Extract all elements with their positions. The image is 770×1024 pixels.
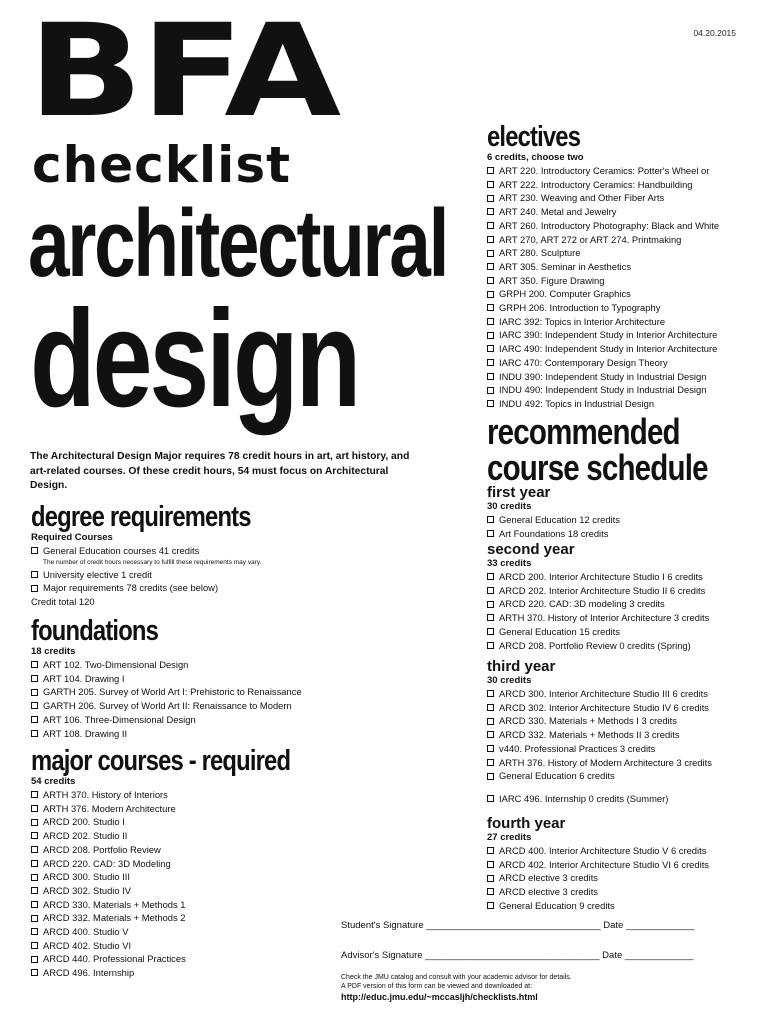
checkbox-icon[interactable] xyxy=(487,773,494,780)
title-checklist: checklist xyxy=(32,136,291,194)
list-item[interactable]: ARCD 440. Professional Practices xyxy=(31,952,347,966)
list-item[interactable]: ART 108. Drawing II xyxy=(31,727,302,741)
checkbox-icon[interactable] xyxy=(31,716,38,723)
list-item[interactable]: ART 305. Seminar in Aesthetics xyxy=(487,260,719,274)
checkbox-icon[interactable] xyxy=(487,530,494,537)
checkbox-icon[interactable] xyxy=(31,689,38,696)
third-year-heading: third year xyxy=(487,658,556,675)
schedule-section xyxy=(487,411,756,488)
footer-line-2: A PDF version of this form can be viewed and downloaded at: xyxy=(341,983,533,990)
checkbox-icon[interactable] xyxy=(487,601,494,608)
checkbox-icon[interactable] xyxy=(487,387,494,394)
degree-heading: degree requirements xyxy=(31,501,251,533)
checkbox-icon[interactable] xyxy=(31,874,38,881)
checkbox-icon[interactable] xyxy=(31,585,38,592)
list-item[interactable]: ART 222. Introductory Ceramics: Handbuilding xyxy=(487,178,719,192)
checkbox-icon[interactable] xyxy=(487,291,494,298)
checkbox-icon[interactable] xyxy=(487,304,494,311)
checkbox-icon[interactable] xyxy=(487,690,494,697)
checkbox-icon[interactable] xyxy=(487,759,494,766)
list-item[interactable]: ARCD 302. Interior Architecture Studio IV 6 credits xyxy=(487,701,712,715)
list-item[interactable]: ARCD 302. Studio IV xyxy=(31,884,347,898)
checkbox-icon[interactable] xyxy=(487,642,494,649)
checkbox-icon[interactable] xyxy=(31,860,38,867)
checkbox-icon[interactable] xyxy=(31,791,38,798)
list-item[interactable]: ARCD 208. Portfolio Review 0 credits (Spring) xyxy=(487,639,709,653)
checkbox-icon[interactable] xyxy=(31,730,38,737)
title-design: design xyxy=(30,282,359,436)
checkbox-icon[interactable] xyxy=(31,805,38,812)
list-item[interactable]: ARCD 400. Studio V xyxy=(31,925,347,939)
fourth-year-heading: fourth year xyxy=(487,815,566,832)
checkbox-icon[interactable] xyxy=(487,902,494,909)
list-item[interactable]: ARCD elective 3 credits xyxy=(487,871,709,885)
electives-credits: 6 credits, choose two xyxy=(487,152,584,163)
checkbox-icon[interactable] xyxy=(487,795,494,802)
checkbox-icon[interactable] xyxy=(487,236,494,243)
list-item[interactable]: ARCD 400. Interior Architecture Studio V 6 credits xyxy=(487,844,709,858)
checkbox-icon[interactable] xyxy=(487,373,494,380)
list-item[interactable]: ARCD 220. CAD: 3D modeling 3 credits xyxy=(487,597,709,611)
degree-item[interactable]: General Education courses 41 credits xyxy=(31,544,299,558)
checkbox-icon[interactable] xyxy=(487,263,494,270)
checkbox-icon[interactable] xyxy=(487,181,494,188)
list-item[interactable]: ARCD 300. Studio III xyxy=(31,870,347,884)
student-signature-line[interactable]: Student's Signature _________________________________ Date _____________ xyxy=(341,920,695,931)
list-item[interactable]: ART 104. Drawing I xyxy=(31,672,302,686)
checkbox-icon[interactable] xyxy=(31,942,38,949)
title-bfa: BFA xyxy=(28,0,339,146)
list-item[interactable]: GARTH 206. Survey of World Art II: Renaissance to Modern xyxy=(31,699,302,713)
checkbox-icon[interactable] xyxy=(31,846,38,853)
checkbox-icon[interactable] xyxy=(487,167,494,174)
list-item[interactable]: IARC 490: Independent Study in Interior Architecture xyxy=(487,342,719,356)
checkbox-icon[interactable] xyxy=(487,745,494,752)
foundations-heading: foundations xyxy=(31,615,159,647)
checkbox-icon[interactable] xyxy=(487,277,494,284)
checkbox-icon[interactable] xyxy=(31,969,38,976)
third-year-credits: 30 credits xyxy=(487,675,532,686)
checkbox-icon[interactable] xyxy=(487,587,494,594)
checkbox-icon[interactable] xyxy=(31,661,38,668)
list-item[interactable]: IARC 390: Independent Study in Interior Architecture xyxy=(487,328,719,342)
major-section xyxy=(31,746,347,980)
checkbox-icon[interactable] xyxy=(487,222,494,229)
list-item[interactable]: ARCD 200. Interior Architecture Studio I 6 credits xyxy=(487,570,709,584)
intro-text: The Architectural Design Major requires 78 credit hours in art, art history, and art-related courses. Of these credit hours, 54 must focus on Architectural Design. xyxy=(30,451,410,491)
list-item[interactable]: ARCD 332. Materials + Methods 2 xyxy=(31,911,347,925)
list-item[interactable]: ART 102. Two-Dimensional Design xyxy=(31,658,302,672)
list-item[interactable]: ARCD 200. Studio I xyxy=(31,815,347,829)
list-item[interactable]: ARTH 370. History of Interior Architecture 3 credits xyxy=(487,611,709,625)
first-year-heading: first year xyxy=(487,484,551,501)
advisor-signature-line[interactable]: Advisor's Signature _________________________________ Date _____________ xyxy=(341,950,694,961)
checkbox-icon[interactable] xyxy=(31,928,38,935)
schedule-heading-2: course schedule xyxy=(487,447,708,488)
checkbox-icon[interactable] xyxy=(31,832,38,839)
checkbox-icon[interactable] xyxy=(487,875,494,882)
electives-heading: electives xyxy=(487,121,581,153)
list-item[interactable]: IARC 470: Contemporary Design Theory xyxy=(487,356,719,370)
list-item[interactable]: ARCD 496. Internship xyxy=(31,966,347,980)
list-item[interactable]: General Education 12 credits xyxy=(487,513,620,527)
list-item[interactable]: INDU 492: Topics in Industrial Design xyxy=(487,397,719,411)
credit-total: Credit total 120 xyxy=(31,596,95,608)
list-item[interactable]: GARTH 205. Survey of World Art I: Prehistoric to Renaissance xyxy=(31,685,302,699)
list-item[interactable]: ARTH 376. Modern Architecture xyxy=(31,802,347,816)
schedule-heading-1: recommended xyxy=(487,411,680,452)
checkbox-icon[interactable] xyxy=(31,887,38,894)
checkbox-icon[interactable] xyxy=(487,861,494,868)
checkbox-icon[interactable] xyxy=(487,345,494,352)
checkbox-icon[interactable] xyxy=(487,318,494,325)
checkbox-icon[interactable] xyxy=(487,573,494,580)
footer-url-link[interactable]: http://educ.jmu.edu/~mccasljh/checklists.html xyxy=(341,992,538,1002)
list-item[interactable]: ART 106. Three-Dimensional Design xyxy=(31,713,302,727)
checkbox-icon[interactable] xyxy=(487,847,494,854)
list-item[interactable]: General Education 15 credits xyxy=(487,625,709,639)
footer-line-1: Check the JMU catalog and consult with your academic advisor for details. xyxy=(341,974,572,981)
footer xyxy=(341,973,572,1003)
checkbox-icon[interactable] xyxy=(31,956,38,963)
checkbox-icon[interactable] xyxy=(31,901,38,908)
list-item[interactable]: GRPH 200. Computer Graphics xyxy=(487,287,719,301)
list-item[interactable]: ART 240. Metal and Jewelry xyxy=(487,205,719,219)
degree-section xyxy=(31,502,299,609)
list-item[interactable]: ART 260. Introductory Photography: Black and White xyxy=(487,219,719,233)
degree-subheading: Required Courses xyxy=(31,532,113,543)
checkbox-icon[interactable] xyxy=(487,718,494,725)
checkbox-icon[interactable] xyxy=(31,571,38,578)
checkbox-icon[interactable] xyxy=(31,819,38,826)
list-item[interactable]: ARCD 330. Materials + Methods 1 xyxy=(31,898,347,912)
major-heading: major courses - required xyxy=(31,745,291,777)
list-item[interactable]: ARTH 376. History of Modern Architecture 3 credits xyxy=(487,756,712,770)
list-item[interactable]: v440. Professional Practices 3 credits xyxy=(487,742,712,756)
checkbox-icon[interactable] xyxy=(31,675,38,682)
list-item[interactable]: ART 220. Introductory Ceramics: Potter's Wheel or xyxy=(487,164,719,178)
list-item[interactable]: ARCD 202. Studio II xyxy=(31,829,347,843)
degree-item[interactable]: Major requirements 78 credits (see below) xyxy=(31,581,299,595)
list-item[interactable]: ART 350. Figure Drawing xyxy=(487,274,719,288)
list-item[interactable]: ARTH 370. History of Interiors xyxy=(31,788,347,802)
checkbox-icon[interactable] xyxy=(487,614,494,621)
checkbox-icon[interactable] xyxy=(31,547,38,554)
list-item[interactable]: ARCD 220. CAD: 3D Modeling xyxy=(31,857,347,871)
second-year-heading: second year xyxy=(487,541,575,558)
checkbox-icon[interactable] xyxy=(487,208,494,215)
checkbox-icon[interactable] xyxy=(31,702,38,709)
date-stamp: 04.20.2015 xyxy=(693,28,736,38)
list-item[interactable]: General Education 6 credits xyxy=(487,769,712,783)
list-item[interactable]: ART 230. Weaving and Other Fiber Arts xyxy=(487,191,719,205)
list-item[interactable]: ARCD elective 3 credits xyxy=(487,885,709,899)
checkbox-icon[interactable] xyxy=(487,888,494,895)
checkbox-icon[interactable] xyxy=(487,359,494,366)
list-item[interactable]: ARCD 202. Interior Architecture Studio II 6 credits xyxy=(487,584,709,598)
first-year-section xyxy=(487,484,620,540)
list-item[interactable]: INDU 390: Independent Study in Industrial Design xyxy=(487,370,719,384)
list-item[interactable]: ART 270, ART 272 or ART 274. Printmaking xyxy=(487,233,719,247)
major-credits: 54 credits xyxy=(31,776,76,787)
checkbox-icon[interactable] xyxy=(487,704,494,711)
third-year-section xyxy=(487,658,712,806)
list-item[interactable]: INDU 490: Independent Study in Industrial Design xyxy=(487,383,719,397)
list-item[interactable]: ARCD 208. Portfolio Review xyxy=(31,843,347,857)
second-year-section xyxy=(487,541,709,652)
list-item[interactable]: General Education 9 credits xyxy=(487,899,709,913)
checkbox-icon[interactable] xyxy=(487,400,494,407)
checkbox-icon[interactable] xyxy=(487,516,494,523)
second-year-credits: 33 credits xyxy=(487,558,532,569)
electives-section xyxy=(487,122,719,411)
foundations-credits: 18 credits xyxy=(31,646,76,657)
degree-note: The number of credit hours necessary to fulfill these requirements may vary. xyxy=(43,558,262,566)
first-year-credits: 30 credits xyxy=(487,501,532,512)
list-item[interactable]: ART 280. Sculpture xyxy=(487,246,719,260)
checkbox-icon[interactable] xyxy=(487,628,494,635)
list-item[interactable]: ARCD 402. Studio VI xyxy=(31,939,347,953)
list-item[interactable]: Art Foundations 18 credits xyxy=(487,527,620,541)
list-item[interactable]: GRPH 206. Introduction to Typography xyxy=(487,301,719,315)
list-item[interactable]: IARC 496. Internship 0 credits (Summer) xyxy=(487,792,712,806)
list-item[interactable]: ARCD 330. Materials + Methods I 3 credits xyxy=(487,714,712,728)
list-item[interactable]: IARC 392: Topics in Interior Architecture xyxy=(487,315,719,329)
checkbox-icon[interactable] xyxy=(487,332,494,339)
list-item[interactable]: ARCD 300. Interior Architecture Studio III 6 credits xyxy=(487,687,712,701)
list-item[interactable]: ARCD 332. Materials + Methods II 3 credits xyxy=(487,728,712,742)
fourth-year-credits: 27 credits xyxy=(487,832,532,843)
checkbox-icon[interactable] xyxy=(487,250,494,257)
checkbox-icon[interactable] xyxy=(31,915,38,922)
title-architectural: architectural xyxy=(28,190,448,297)
list-item[interactable]: ARCD 402. Interior Architecture Studio VI 6 credits xyxy=(487,858,709,872)
foundations-section xyxy=(31,616,302,740)
fourth-year-section xyxy=(487,815,709,913)
checkbox-icon[interactable] xyxy=(487,195,494,202)
degree-item[interactable]: University elective 1 credit xyxy=(31,568,299,582)
checkbox-icon[interactable] xyxy=(487,731,494,738)
